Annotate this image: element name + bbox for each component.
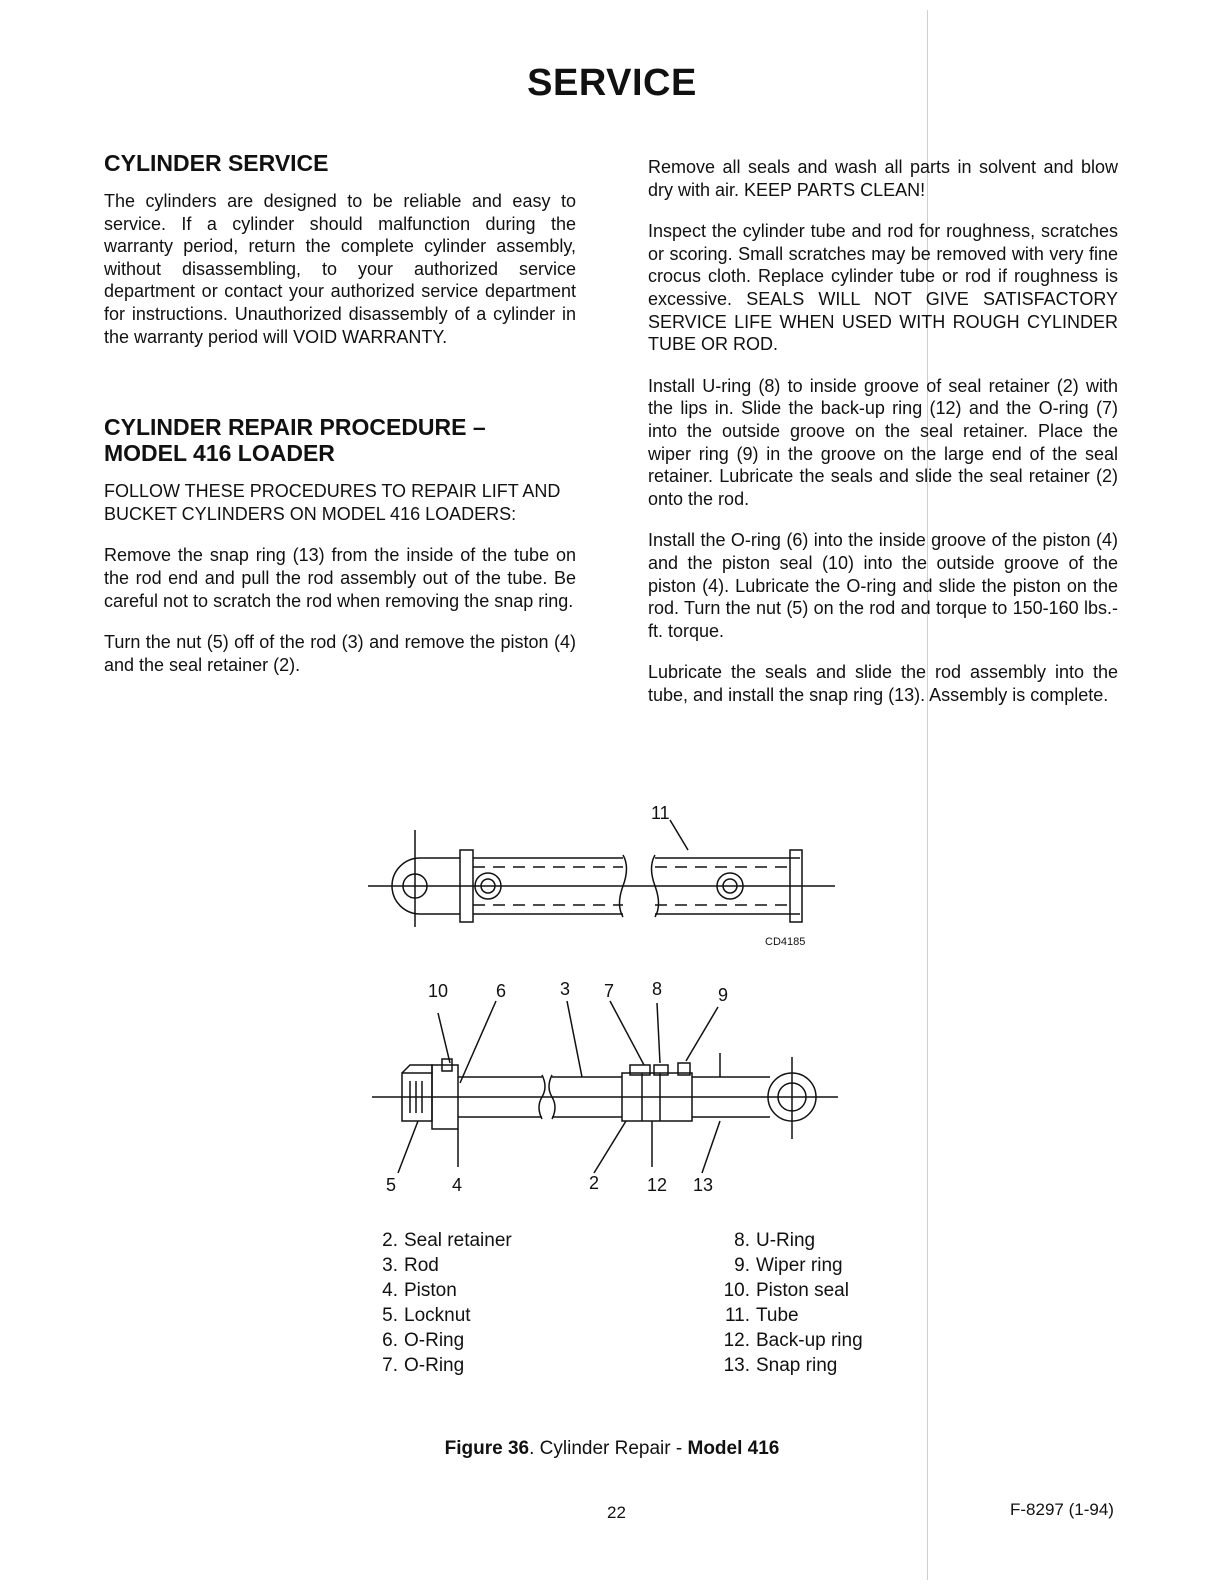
repair-intro-paragraph: FOLLOW THESE PROCEDURES TO REPAIR LIFT AND BUCKET CYLINDERS ON MODEL 416 LOADERS:: [104, 481, 561, 524]
label-10: 10: [428, 981, 449, 1001]
leader-5: [398, 1121, 418, 1173]
legend-item: 13. Snap ring: [723, 1355, 838, 1376]
leader-3: [567, 1001, 582, 1077]
legend-item: 4. Piston: [382, 1280, 457, 1301]
label-2: 2: [589, 1173, 600, 1193]
left-column: [104, 150, 576, 695]
locknut-chamfer: [402, 1065, 432, 1073]
repair-procedure-heading-line1: CYLINDER REPAIR PROCEDURE –: [104, 414, 486, 441]
nut-removal-paragraph: Turn the nut (5) off of the rod (3) and remove the piston (4) and the seal retainer (2).: [104, 632, 576, 675]
parts-legend-left: [372, 1228, 512, 1378]
cylinder-service-paragraph: The cylinders are designed to be reliable and easy to service. If a cylinder should malfunction during the warranty period, return the complete cylinder assembly, without disassembling, to your authorized service department or contact your authorized service department for instructions. Unauthorized disassembly of a cylinder in the warranty period will VOID WARRANTY.: [104, 191, 576, 347]
legend-item: 3. Rod: [382, 1255, 439, 1276]
label-9: 9: [718, 985, 729, 1005]
caption-model: Model 416: [687, 1438, 780, 1459]
label-5: 5: [386, 1175, 397, 1195]
caption-text: . Cylinder Repair -: [529, 1438, 688, 1459]
inspect-paragraph: Inspect the cylinder tube and rod for roughness, scratches or scoring. Small scratches may be removed with very fine crocus cloth. Replace cylinder tube or rod if roughness is excessive. SEALS WILL NOT GIVE SATISFACTORY SERVICE LIFE WHEN USED WITH ROUGH CYLINDER TUBE OR ROD.: [648, 221, 1118, 355]
document-code: F-8297 (1-94): [1010, 1500, 1114, 1519]
install-u-ring-paragraph: Install U-ring (8) to inside groove of seal retainer (2) with the lips in. Slide the back-up ring (12) and the O-ring (7) into the outside groove on the seal retainer. Place the wiper ring (9) in the groove on the large end of the seal retainer. Lubricate the seals and slide the seal retainer (2) onto the rod.: [648, 375, 1118, 509]
leader-7: [610, 1001, 644, 1065]
leader-10: [438, 1013, 450, 1063]
legend-item: 6. O-Ring: [382, 1330, 465, 1351]
label-4: 4: [452, 1175, 463, 1195]
install-o-ring-paragraph: Install the O-ring (6) into the inside groove of the piston (4) and the piston seal (10) into the outside groove of the piston (4). Lubricate the O-ring and slide the piston on the rod. Turn the nut (5) on the rod and torque to 150-160 lbs.-ft. torque.: [648, 530, 1118, 641]
leader-8: [657, 1003, 660, 1063]
legend-item: 7. O-Ring: [382, 1355, 465, 1376]
leader-2: [594, 1121, 626, 1173]
label-12: 12: [647, 1175, 668, 1195]
leader-9: [686, 1007, 718, 1061]
legend-item: 2. Seal retainer: [382, 1230, 512, 1251]
page-title: SERVICE: [527, 62, 697, 104]
label-13: 13: [693, 1175, 714, 1195]
label-8: 8: [652, 979, 663, 999]
legend-item: 8. U-Ring: [734, 1230, 816, 1251]
leader-6: [460, 1001, 496, 1083]
drawing-code: CD4185: [765, 936, 806, 948]
leader-11: [670, 820, 688, 850]
assembly-complete-paragraph: Lubricate the seals and slide the rod assembly into the tube, and install the snap ring (13). Assembly is complete.: [648, 662, 1118, 705]
cylinder-service-heading: CYLINDER SERVICE: [104, 150, 329, 176]
leader-13: [702, 1121, 720, 1173]
legend-item: 5. Locknut: [382, 1305, 471, 1326]
label-3: 3: [560, 979, 571, 999]
legend-item: 12. Back-up ring: [723, 1330, 863, 1351]
parts-legend-right: [720, 1228, 863, 1378]
label-6: 6: [496, 981, 507, 1001]
repair-procedure-heading: [104, 414, 576, 466]
legend-item: 10. Piston seal: [723, 1280, 849, 1301]
label-7: 7: [604, 981, 615, 1001]
legend-item: 9. Wiper ring: [734, 1255, 843, 1276]
cylinder-diagram: [360, 795, 840, 1205]
snap-ring-paragraph: Remove the snap ring (13) from the inside of the tube on the rod end and pull the rod assembly out of the tube. Be careful not to scratch the rod when removing the snap ring.: [104, 545, 576, 611]
caption-figure-number: Figure 36: [444, 1438, 530, 1459]
legend-item: 11. Tube: [724, 1305, 799, 1326]
page-number: 22: [607, 1503, 626, 1522]
repair-procedure-heading-line2: MODEL 416 LOADER: [104, 440, 335, 467]
figure-caption: [0, 1438, 1224, 1460]
clean-parts-paragraph: Remove all seals and wash all parts in solvent and blow dry with air. KEEP PARTS CLEAN!: [648, 157, 1118, 200]
label-11: 11: [651, 803, 670, 823]
right-column: [648, 150, 1118, 725]
